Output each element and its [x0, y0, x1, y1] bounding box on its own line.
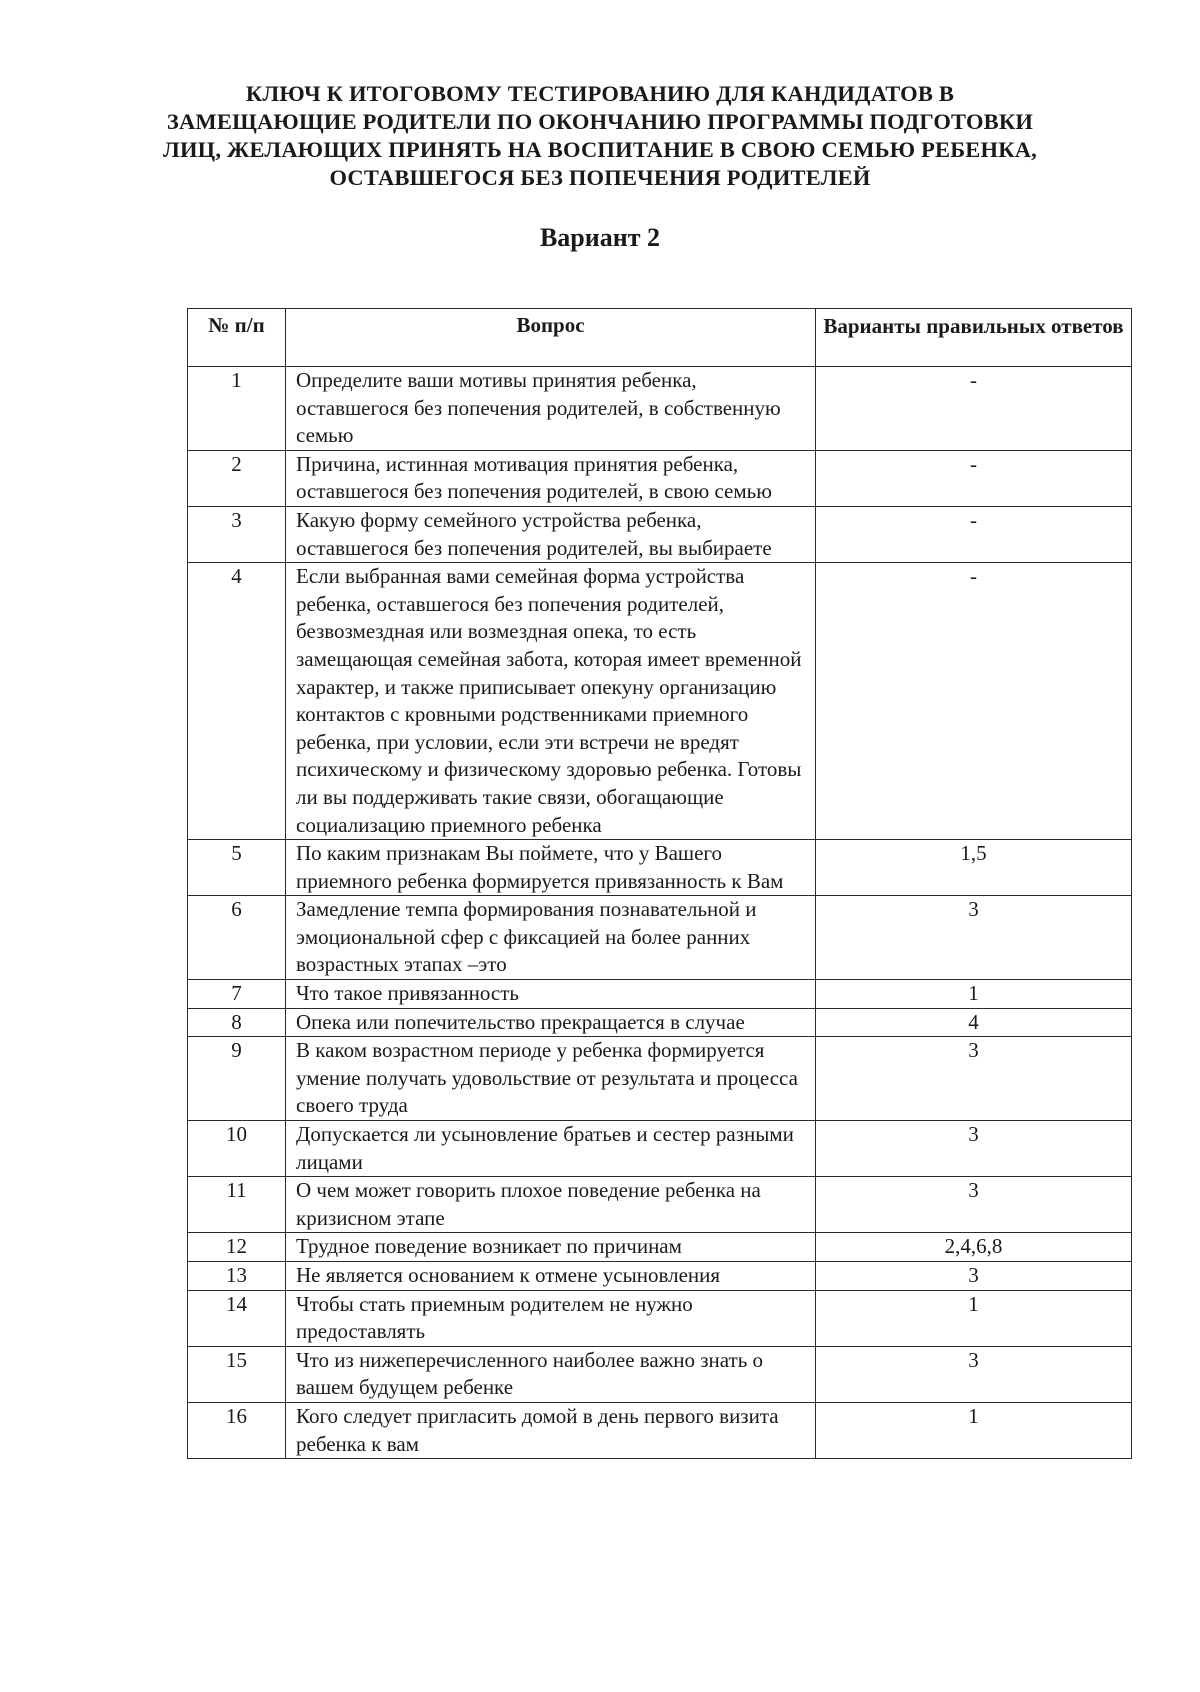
- table-row: [188, 1402, 1132, 1458]
- question-number: 15: [188, 1346, 286, 1402]
- correct-answers: 3: [816, 1346, 1132, 1402]
- header-number: № п/п: [188, 309, 286, 367]
- question-number: 14: [188, 1290, 286, 1346]
- question-number: 1: [188, 367, 286, 451]
- correct-answers: -: [816, 506, 1132, 562]
- question-text: Определите ваши мотивы принятия ребенка, оставшегося без попечения родителей, в собственную семью: [286, 367, 816, 451]
- question-number: 11: [188, 1177, 286, 1233]
- table-row: [188, 450, 1132, 506]
- table-row: [188, 980, 1132, 1009]
- question-text: Трудное поведение возникает по причинам: [286, 1233, 816, 1262]
- question-number: 3: [188, 506, 286, 562]
- answer-key-table: [187, 308, 1132, 1459]
- table-header-row: [188, 309, 1132, 367]
- question-number: 13: [188, 1262, 286, 1291]
- correct-answers: 3: [816, 1121, 1132, 1177]
- question-text: Если выбранная вами семейная форма устройства ребенка, оставшегося без попечения родителей, безвозмездная или возмездная опека, то есть замещающая семейная забота, которая имеет временной характер, и также приписывает опекуну организацию контактов с кровными родственниками приемного ребенка, при условии, если эти встречи не вредят психическому и физическому здоровью ребенка. Готовы ли вы поддерживать такие связи, обогащающие социализацию приемного ребенка: [286, 563, 816, 840]
- correct-answers: 1,5: [816, 840, 1132, 896]
- question-text: Замедление темпа формирования познавательной и эмоциональной сфер с фиксацией на более ранних возрастных этапах –это: [286, 896, 816, 980]
- correct-answers: -: [816, 563, 1132, 840]
- question-text: О чем может говорить плохое поведение ребенка на кризисном этапе: [286, 1177, 816, 1233]
- header-answers: Варианты правильных ответов: [816, 309, 1132, 367]
- correct-answers: -: [816, 367, 1132, 451]
- question-text: Кого следует пригласить домой в день первого визита ребенка к вам: [286, 1402, 816, 1458]
- correct-answers: 1: [816, 1402, 1132, 1458]
- correct-answers: -: [816, 450, 1132, 506]
- question-text: Что из нижеперечисленного наиболее важно знать о вашем будущем ребенке: [286, 1346, 816, 1402]
- table-row: [188, 506, 1132, 562]
- question-number: 16: [188, 1402, 286, 1458]
- correct-answers: 3: [816, 1262, 1132, 1291]
- question-text: В каком возрастном периоде у ребенка формируется умение получать удовольствие от результата и процесса своего труда: [286, 1037, 816, 1121]
- table-row: [188, 367, 1132, 451]
- table-row: [188, 1121, 1132, 1177]
- question-text: По каким признакам Вы поймете, что у Вашего приемного ребенка формируется привязанность к Вам: [286, 840, 816, 896]
- question-number: 4: [188, 563, 286, 840]
- question-number: 6: [188, 896, 286, 980]
- document-title: КЛЮЧ К ИТОГОВОМУ ТЕСТИРОВАНИЮ ДЛЯ КАНДИДАТОВ В ЗАМЕЩАЮЩИЕ РОДИТЕЛИ ПО ОКОНЧАНИЮ ПРОГРАММЫ ПОДГОТОВКИ ЛИЦ, ЖЕЛАЮЩИХ ПРИНЯТЬ НА ВОСПИТАНИЕ В СВОЮ СЕМЬЮ РЕБЕНКА, ОСТАВШЕГОСЯ БЕЗ ПОПЕЧЕНИЯ РОДИТЕЛЕЙ: [163, 81, 1037, 190]
- correct-answers: 4: [816, 1008, 1132, 1037]
- question-number: 2: [188, 450, 286, 506]
- table-row: [188, 563, 1132, 840]
- correct-answers: 1: [816, 1290, 1132, 1346]
- question-number: 7: [188, 980, 286, 1009]
- table-row: [188, 896, 1132, 980]
- question-text: Что такое привязанность: [286, 980, 816, 1009]
- table-row: [188, 840, 1132, 896]
- question-text: Какую форму семейного устройства ребенка, оставшегося без попечения родителей, вы выбираете: [286, 506, 816, 562]
- header-question: Вопрос: [286, 309, 816, 367]
- question-text: Допускается ли усыновление братьев и сестер разными лицами: [286, 1121, 816, 1177]
- correct-answers: 2,4,6,8: [816, 1233, 1132, 1262]
- table-row: [188, 1177, 1132, 1233]
- variant-heading: Вариант 2: [539, 223, 661, 252]
- question-number: 12: [188, 1233, 286, 1262]
- table-row: [188, 1037, 1132, 1121]
- question-number: 10: [188, 1121, 286, 1177]
- table-row: [188, 1262, 1132, 1291]
- correct-answers: 3: [816, 896, 1132, 980]
- correct-answers: 1: [816, 980, 1132, 1009]
- question-text: Причина, истинная мотивация принятия ребенка, оставшегося без попечения родителей, в свою семью: [286, 450, 816, 506]
- table-row: [188, 1008, 1132, 1037]
- correct-answers: 3: [816, 1177, 1132, 1233]
- table-row: [188, 1290, 1132, 1346]
- correct-answers: 3: [816, 1037, 1132, 1121]
- question-number: 9: [188, 1037, 286, 1121]
- question-number: 5: [188, 840, 286, 896]
- question-text: Опека или попечительство прекращается в случае: [286, 1008, 816, 1037]
- question-text: Чтобы стать приемным родителем не нужно предоставлять: [286, 1290, 816, 1346]
- table-row: [188, 1233, 1132, 1262]
- table-row: [188, 1346, 1132, 1402]
- question-number: 8: [188, 1008, 286, 1037]
- question-text: Не является основанием к отмене усыновления: [286, 1262, 816, 1291]
- table-body: [188, 367, 1132, 1459]
